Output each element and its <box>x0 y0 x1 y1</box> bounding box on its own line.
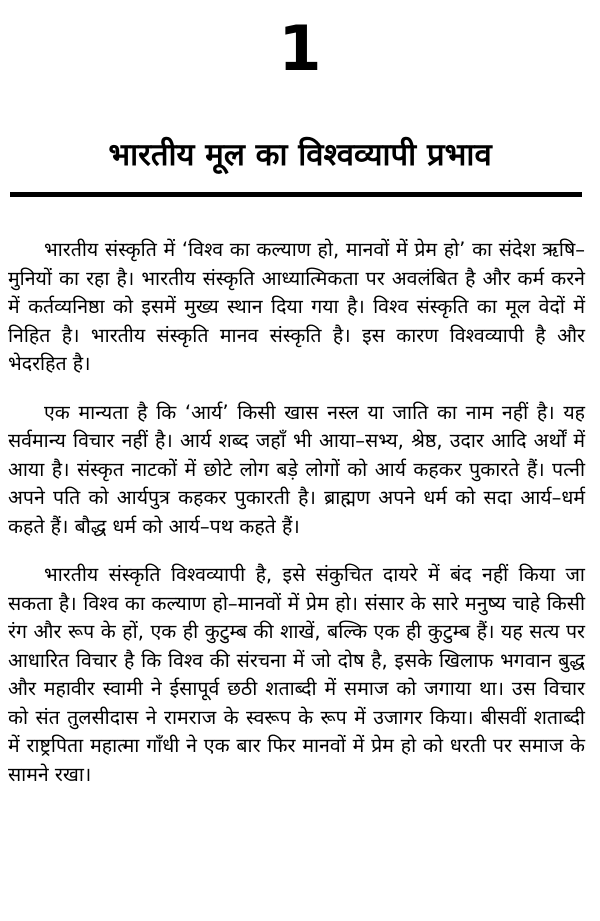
chapter-body <box>8 236 585 809</box>
paragraph: भारतीय संस्कृति में ‘विश्व का कल्याण हो, मानवों में प्रेम हो’ का संदेश ऋषि–मुनियों का रहा है। भारतीय संस्कृति आध्यात्मिकता पर अवलंबित है और कर्म करने में कर्तव्यनिष्ठा को इसमें मुख्य स्थान दिया गया है। विश्व संस्कृति का मूल वेदों में निहित है। भारतीय संस्कृति मानव संस्कृति है। इस कारण विश्वव्यापी है और भेदरहित है। <box>8 238 585 375</box>
title-divider <box>10 192 582 197</box>
paragraph: भारतीय संस्कृति विश्वव्यापी है, इसे संकुचित दायरे में बंद नहीं किया जा सकता है। विश्व का कल्याण हो–मानवों में प्रेम हो। संसार के सारे मनुष्य चाहे किसी रंग और रूप के हों, एक ही कुटुम्ब की शाखें, बल्कि एक ही कुटुम्ब हैं। यह सत्य पर आधारित विचार है कि विश्व की संरचना में जो दोष है, इसके खिलाफ भगवान बुद्ध और महावीर स्वामी ने ईसापूर्व छठी शताब्दी में समाज को जगाया था। उस विचार को संत तुलसीदास ने रामराज के स्वरूप के रूप में उजागर किया। बीसवीं शताब्दी में राष्ट्रपिता महात्मा गाँधी ने एक बार फिर मानवों में प्रेम हो को धरती पर समाज के सामने रखा। <box>8 563 585 786</box>
chapter-title: भारतीय मूल का विश्वव्यापी प्रभाव <box>108 137 492 173</box>
paragraph: एक मान्यता है कि ‘आर्य’ किसी खास नस्ल या जाति का नाम नहीं है। यह सर्वमान्य विचार नहीं है। आर्य शब्द जहाँ भी आया–सभ्य, श्रेष्ठ, उदार आदि अर्थों में आया है। संस्कृत नाटकों में छोटे लोग बड़े लोगों को आर्य कहकर पुकारते हैं। पत्नी अपने पति को आर्यपुत्र कहकर पुकारती है। ब्राह्मण अपने धर्म को सदा आर्य–धर्म कहते हैं। बौद्ध धर्म को आर्य–पथ कहते हैं। <box>8 400 585 538</box>
chapter-number: 1 <box>278 12 322 85</box>
